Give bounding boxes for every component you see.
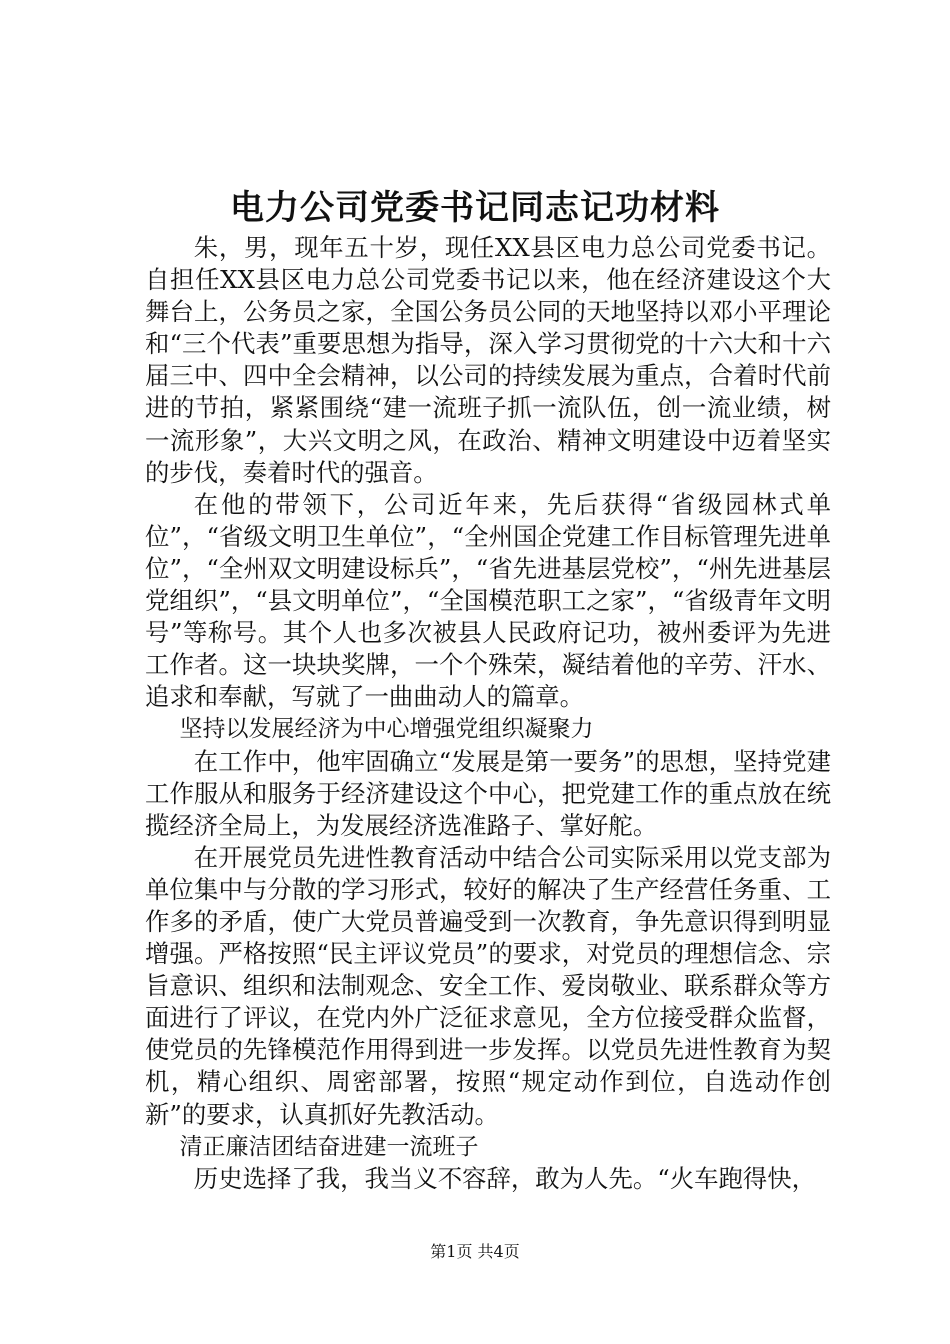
body-paragraph: 在开展党员先进性教育活动中结合公司实际采用以党支部为单位集中与分散的学习形式，较好的解决了生产经营任务重、工作多的矛盾，使广大党员普遍受到一次教育，争先意识得到明显增强。严格按照“民主评议党员”的要求，对党员的理想信念、宗旨意识、组织和法制观念、安全工作、爱岗敬业、联系群众等方面进行了评议，在党内外广泛征求意见，全方位接受群众监督，使党员的先锋模范作用得到进一步发挥。以党员先进性教育为契机，精心组织、周密部署，按照“规定动作到位，自选动作创新”的要求，认真抓好先教活动。: [145, 842, 831, 1129]
body-paragraph: 朱，男，现年五十岁，现任XX县区电力总公司党委书记。自担任XX县区电力总公司党委书记以来，他在经济建设这个大舞台上，公务员之家，全国公务员公同的天地坚持以邓小平理论和“三个代表”重要思想为指导，深入学习贯彻党的十六大和十六届三中、四中全会精神，以公司的持续发展为重点，合着时代前进的节拍，紧紧围绕“建一流班子抓一流队伍，创一流业绩，树一流形象”，大兴文明之风，在政治、精神文明建设中迈着坚实的步伐，奏着时代的强音。: [145, 233, 831, 487]
body-paragraph: 在工作中，他牢固确立“发展是第一要务”的思想，坚持党建工作服从和服务于经济建设这个中心，把党建工作的重点放在统揽经济全局上，为发展经济选准路子、掌好舵。: [145, 746, 831, 840]
document-title: 电力公司党委书记同志记功材料: [230, 188, 720, 228]
document-body: [145, 232, 831, 1195]
section-heading: 清正廉洁团结奋进建一流班子: [179, 1133, 479, 1160]
section-heading: 坚持以发展经济为中心增强党组织凝聚力: [179, 716, 594, 743]
body-paragraph: 历史选择了我，我当义不容辞，敢为人先。“火车跑得快，: [193, 1163, 817, 1193]
body-paragraph: 在他的带领下，公司近年来，先后获得“省级园林式单位”，“省级文明卫生单位”，“全州国企党建工作目标管理先进单位”，“全州双文明建设标兵”，“省先进基层党校”，“州先进基层党组织”，“县文明单位”，“全国模范职工之家”，“省级青年文明号”等称号。其个人也多次被县人民政府记功，被州委评为先进工作者。这一块块奖牌，一个个殊荣，凝结着他的辛劳、汗水、追求和奉献，写就了一曲曲动人的篇章。: [145, 489, 831, 712]
page-number-footer: 第1页 共4页: [430, 1242, 520, 1261]
